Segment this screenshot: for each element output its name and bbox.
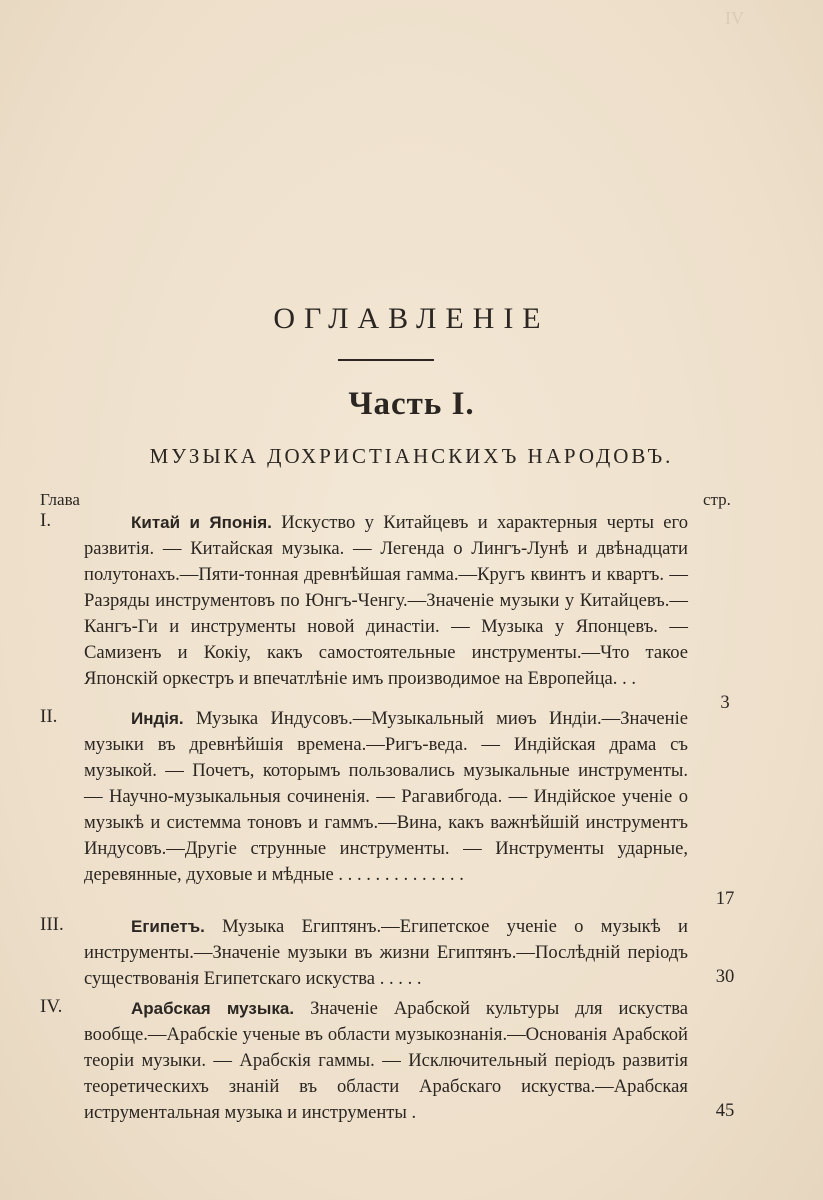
chapter-title: Арабская музыка. (131, 999, 295, 1018)
page-number: 17 (715, 888, 735, 909)
page-number: 30 (715, 966, 735, 987)
page-title: ОГЛАВЛЕНІЕ (273, 302, 550, 335)
chapter-description (84, 706, 688, 888)
chapter-summary: Значеніе Арабской культуры для искуства вообще.—Арабскіе ученые въ области музыкознанія.—Основанія Арабской теоріи музыки. — Арабскія гаммы. — Исключительный періодъ развитія теоретическихъ знаній въ области Арабскаго искуства.—Арабская иструментальная музыка и инструменты . (84, 998, 688, 1123)
chapter-summary: Искуство у Китайцевъ и характерныя черты его развитія. — Китайская музыка. — Легенда о Лингъ-Лунѣ и двѣнадцати полутонахъ.—Пяти-тонная древнѣйшая гамма.—Кругъ квинтъ и квартъ. — Разряды инструментовъ по Юнгъ-Ченгу.—Значеніе музыки у Китайцевъ.—Кангъ-Ги и инструменты новой династіи. — Музыка у Японцевъ. — Самизенъ и Кокіу, какъ самостоятельные инструменты.—Что такое Японскій оркестръ и впечатлѣніе имъ производимое на Европейца. . . (84, 512, 688, 689)
chapter-number: I. (40, 510, 52, 531)
chapter-column-header: Глава (40, 490, 80, 509)
chapter-number: II. (40, 706, 58, 727)
bleed-through: IV (725, 8, 744, 28)
chapter-title: Индія. (131, 709, 184, 728)
title-divider (338, 359, 434, 361)
part-heading: Часть I. (348, 386, 475, 422)
chapter-title: Египетъ. (131, 917, 205, 936)
chapter-description (84, 510, 688, 692)
page-number: 45 (715, 1100, 735, 1121)
chapter-summary: Музыка Египтянъ.—Египетское ученіе о музыкѣ и инструменты.—Значеніе музыки въ жизни Египтянъ.—Послѣдній періодъ существованія Египетскаго искуства . . . . . (84, 916, 688, 989)
part-subtitle: МУЗЫКА ДОХРИСТІАНСКИХЪ НАРОДОВЪ. (149, 444, 674, 468)
page-column-header: стр. (703, 490, 731, 509)
chapter-number: IV. (40, 996, 63, 1017)
page-number: 3 (720, 692, 730, 713)
chapter-description (84, 914, 688, 992)
chapter-title: Китай и Японія. (131, 513, 272, 532)
chapter-summary: Музыка Индусовъ.—Музыкальный миѳъ Индіи.—Значеніе музыки въ древнѣйшія времена.—Ригъ-веда. — Индійская драма съ музыкой. — Почетъ, которымъ пользовались музыкальные инструменты. — Научно-музыкальныя сочиненія. — Рагавибгода. — Индійское ученіе о музыкѣ и системма тоновъ и гаммъ.—Вина, какъ важнѣйшій инструментъ Индусовъ.—Другіе струнные инструменты. — Инструменты ударные, деревянные, духовые и мѣдные . . . . . . . . . . . . . . (84, 708, 688, 885)
chapter-description (84, 996, 688, 1126)
chapter-number: III. (40, 914, 64, 935)
